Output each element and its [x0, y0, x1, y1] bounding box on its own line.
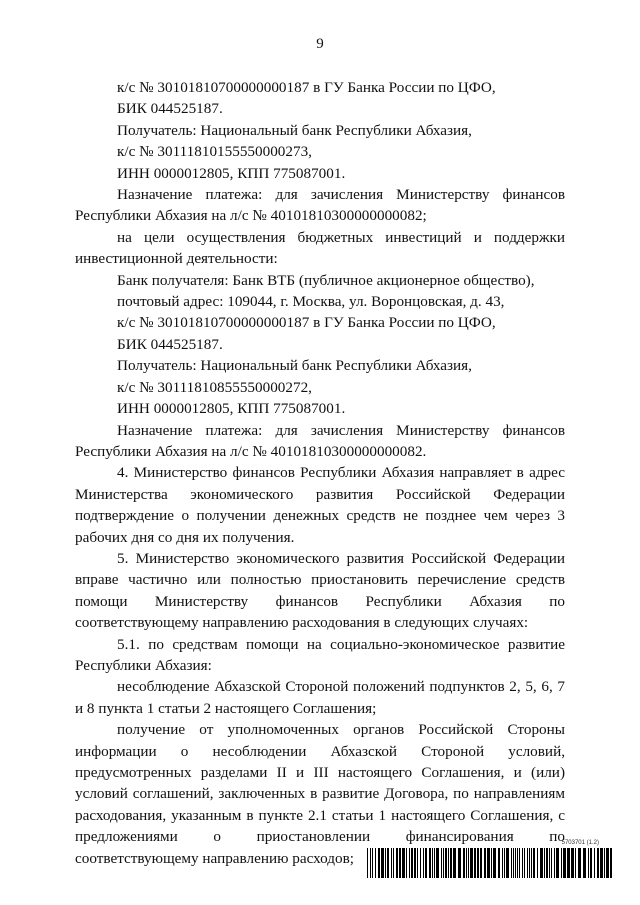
barcode-bar [604, 848, 605, 878]
paragraph: получение от уполномоченных органов Российской Стороны информации о несоблюдении Абхазской Стороной условий, предусмотренных разделами II и III настоящего Соглашения, и (или) условий соглашений, заключенных в развитие Договора, по направлениям расходования, указанным в пункте 2.1 статьи 1 настоящего Соглашения, с предложениями о приостановлении финансирования по соответствующему направлению расходов; [75, 721, 565, 867]
paragraph: к/с № 30101810700000000187 в ГУ Банка России по ЦФО, [117, 79, 496, 96]
barcode-bar [453, 848, 456, 878]
paragraph: на цели осуществления бюджетных инвестиций и поддержки инвестиционной деятельности: [75, 228, 565, 268]
paragraph: к/с № 30111810855550000272, [117, 378, 312, 396]
barcode-bar [522, 848, 523, 878]
barcode-bar [381, 848, 384, 878]
paragraph: Назначение платежа: для зачисления Министерству финансов Республики Абхазия на л/с № 40101810300000000082. [75, 421, 565, 460]
barcode-bar [385, 848, 386, 878]
barcode-bar [474, 848, 476, 878]
paragraph: к/с № 30111810155550000273, [117, 143, 312, 161]
barcode-bar [468, 848, 469, 878]
barcode-bar [567, 848, 570, 878]
barcode-bar [409, 848, 410, 878]
barcode-bar [578, 848, 581, 878]
paragraph: ИНН 0000012805, КПП 775087001. [117, 164, 346, 182]
barcode-bar [406, 848, 407, 878]
barcode-bar [378, 848, 380, 878]
barcode-bar [396, 848, 398, 878]
barcode-bar [367, 848, 368, 878]
barcode-bar [498, 848, 500, 878]
barcode-bar [606, 848, 609, 878]
barcode-bar [441, 848, 442, 878]
document-body [75, 77, 565, 869]
paragraph: Назначение платежа: для зачисления Министерству финансов Республики Абхазия на л/с № 40101810300000000082; [75, 186, 565, 225]
barcode-bar [537, 848, 538, 878]
barcode-bar [597, 848, 599, 878]
paragraph: БИК 044525187. [117, 335, 223, 353]
paragraph: Банк получателя: Банк ВТБ (публичное акционерное общество), [117, 271, 535, 289]
barcode-bar [487, 848, 490, 878]
barcode-bar [493, 848, 496, 878]
barcode-bar [420, 848, 421, 878]
barcode-bar [540, 848, 543, 878]
barcode-bar [513, 848, 514, 878]
barcode-bar [402, 848, 405, 878]
barcode-bar [372, 848, 373, 878]
paragraph: несоблюдение Абхазской Стороной положений подпунктов 2, 5, 6, 7 и 8 пункта 1 статьи 2 настоящего Соглашения; [75, 678, 565, 717]
barcode-bar [583, 848, 586, 878]
barcode-bar [554, 848, 555, 878]
paragraph: 5. Министерство экономического развития Российской Федерации вправе частично или полностью приостановить перечисление средств помощи Министерству финансов Республики Абхазия по соответствующему направлению расходования в следующих случаях: [75, 549, 565, 632]
barcode-bar [399, 848, 401, 878]
barcode-bar [529, 848, 530, 878]
barcode-bar [590, 848, 592, 878]
barcode-bar [556, 848, 559, 878]
barcode-number: 5703701 (1.2) [561, 840, 599, 846]
barcode-bar [561, 848, 562, 878]
barcode-bar [391, 848, 392, 878]
barcode-bar [527, 848, 528, 878]
barcode-bar [533, 848, 535, 878]
page-number: 9 [316, 36, 324, 52]
barcode-bar [491, 848, 492, 878]
barcode-bar [504, 848, 505, 878]
paragraph: 4. Министерство финансов Республики Абхазия направляет в адрес Министерства экономического развития Российской Федерации подтверждение о получении денежных средств не позднее чем через 3 рабочих дня со дня их получения. [75, 464, 565, 546]
barcode-bar [551, 848, 552, 878]
barcode-bar [480, 848, 482, 878]
barcode-bar [531, 848, 532, 878]
barcode-bar [502, 848, 503, 878]
barcode-bar [563, 848, 566, 878]
paragraph: БИК 044525187. [117, 100, 223, 118]
paragraph: почтовый адрес: 109044, г. Москва, ул. Воронцовская, д. 43, [117, 293, 505, 311]
barcode-bar [594, 848, 595, 878]
barcode-bar [463, 848, 465, 878]
paragraph: Получатель: Национальный банк Республики Абхазия, [117, 357, 472, 375]
barcode-bar [511, 848, 512, 878]
barcode-bar [575, 848, 576, 878]
paragraph: 5.1. по средствам помощи на социально-экономическое развитие Республики Абхазия: [75, 635, 565, 674]
barcode-bar [458, 848, 461, 878]
barcode-bar [546, 848, 548, 878]
barcode-bar [571, 848, 574, 878]
barcode-bar [506, 848, 509, 878]
barcode-bar [387, 848, 389, 878]
barcode-bar [466, 848, 467, 878]
barcode-bar [544, 848, 545, 878]
barcode-bar [411, 848, 413, 878]
barcode-bar [477, 848, 479, 878]
barcode-bar [448, 848, 449, 878]
barcode-bar [425, 848, 427, 878]
barcode-bar [470, 848, 473, 878]
barcode-block [365, 840, 615, 880]
barcode-bar [588, 848, 589, 878]
barcode-bar [423, 848, 424, 878]
barcode-bar [443, 848, 444, 878]
barcode-bar [417, 848, 418, 878]
barcode-bar [515, 848, 516, 878]
barcode-bar [484, 848, 486, 878]
barcode-bar [414, 848, 416, 878]
paragraph: Получатель: Национальный банк Республики Абхазия, [117, 121, 472, 139]
barcode-bar [445, 848, 447, 878]
barcode-bar [600, 848, 603, 878]
barcode-bar [434, 848, 435, 878]
paragraph: к/с № 30101810700000000187 в ГУ Банка России по ЦФО, [117, 314, 496, 332]
barcode-bar [393, 848, 394, 878]
barcode-bar [524, 848, 525, 878]
barcode-image [365, 848, 615, 878]
barcode-bar [436, 848, 439, 878]
paragraph: ИНН 0000012805, КПП 775087001. [117, 400, 346, 418]
barcode-bar [517, 848, 518, 878]
barcode-bar [450, 848, 452, 878]
barcode-bar [432, 848, 433, 878]
barcode-bar [429, 848, 431, 878]
barcode-bar [610, 848, 612, 878]
barcode-bar [370, 848, 371, 878]
barcode-bar [549, 848, 550, 878]
barcode-bar [519, 848, 520, 878]
barcode-bar [375, 848, 376, 878]
